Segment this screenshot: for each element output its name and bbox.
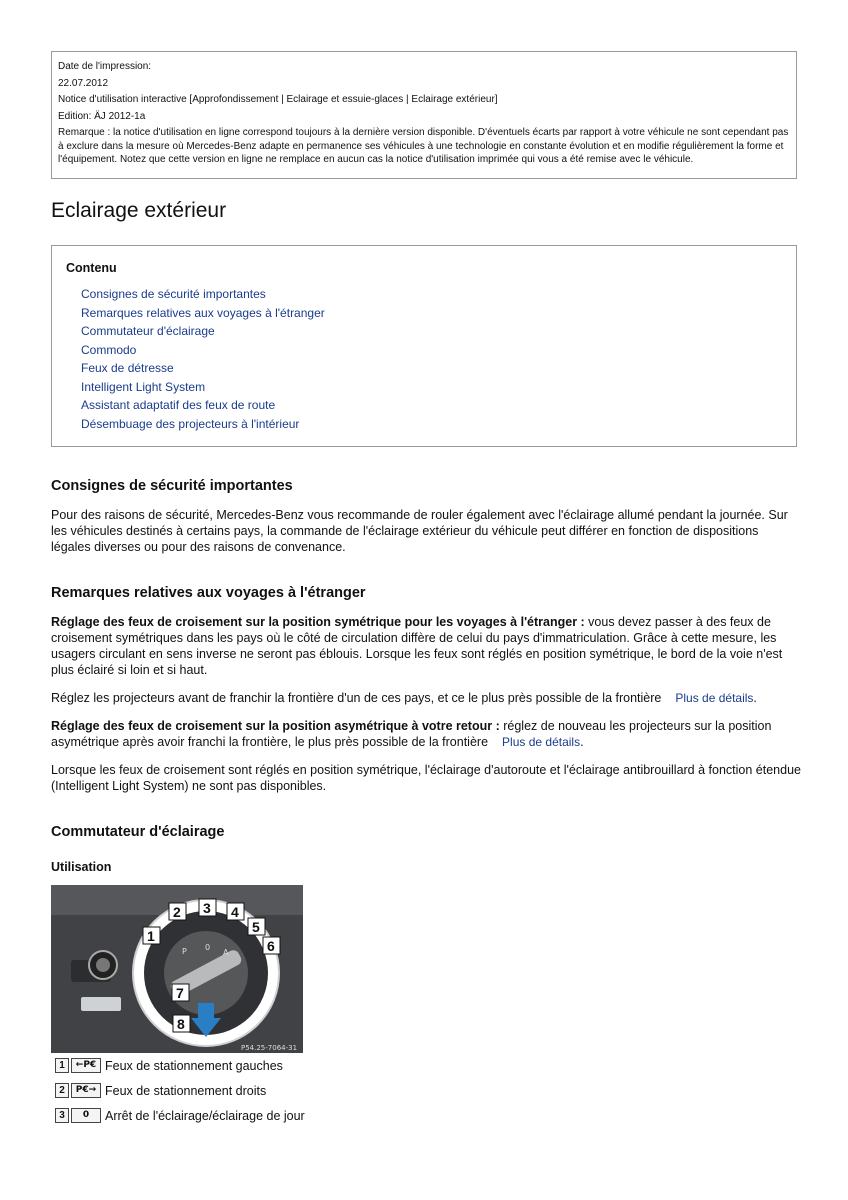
callout-7: 7 bbox=[176, 985, 184, 1001]
paragraph-text: vous devez passer à des feux de croisement symétriques dans les pays où le côté de circulation diffère de celui du pays d'immatriculation. Grâce à cette mesure, les usagers circulant en sens inverse ne seront pas éblouis. Lorsque les feux sont réglés en position symétrique, le bord de la voie n'est plus éclairé si loin et si haut. bbox=[51, 615, 783, 677]
legend-text: Arrêt de l'éclairage/éclairage de jour bbox=[105, 1108, 305, 1123]
section-safety bbox=[51, 478, 801, 555]
callout-1: 1 bbox=[147, 928, 155, 944]
toc-link-commodo[interactable]: Commodo bbox=[81, 342, 137, 357]
legend-row bbox=[55, 1057, 283, 1073]
bold-lead: Réglage des feux de croisement sur la position asymétrique à votre retour : bbox=[51, 719, 500, 733]
print-date: 22.07.2012 bbox=[58, 77, 109, 89]
toc-link-travel[interactable]: Remarques relatives aux voyages à l'étranger bbox=[81, 305, 325, 320]
edition: Edition: ÄJ 2012-1a bbox=[58, 110, 146, 122]
toc-title: Contenu bbox=[66, 261, 117, 275]
travel-paragraph-1 bbox=[51, 614, 801, 678]
print-date-label: Date de l'impression: bbox=[58, 61, 152, 72]
travel-paragraph-3: Réglage des feux de croisement sur la position asymétrique à votre retour : réglez de nouveau les projecteurs sur la position asymétrique après avoir franchi la frontière, le plus près possible de la frontière Plus de détails. bbox=[51, 719, 772, 749]
callout-3: 3 bbox=[203, 900, 211, 916]
toc-link-safety[interactable]: Consignes de sécurité importantes bbox=[81, 287, 266, 301]
dial-label-parking: P bbox=[182, 947, 187, 956]
callout-5: 5 bbox=[252, 919, 260, 935]
toc-link-light-switch[interactable]: Commutateur d'éclairage bbox=[81, 324, 215, 338]
legend-text: Feux de stationnement droits bbox=[105, 1083, 267, 1098]
travel-paragraph-2: Réglez les projecteurs avant de franchir la frontière d'un de ces pays, et ce le plus près possible de la frontière Plus de détails. bbox=[51, 691, 757, 705]
callout-2: 2 bbox=[173, 904, 181, 920]
section-heading: Remarques relatives aux voyages à l'étranger bbox=[51, 585, 366, 601]
page-title: Eclairage extérieur bbox=[51, 199, 227, 222]
manual-path: Notice d'utilisation interactive [Approfondissement | Eclairage et essuie-glaces | Eclairage extérieur] bbox=[58, 94, 498, 105]
section-heading: Consignes de sécurité importantes bbox=[51, 478, 293, 494]
subheading-usage: Utilisation bbox=[51, 860, 112, 874]
callout-6: 6 bbox=[267, 938, 275, 954]
legend-number: 1 bbox=[55, 1058, 69, 1073]
print-info-box bbox=[51, 51, 797, 179]
lights-off-icon: 0 bbox=[71, 1108, 101, 1123]
safety-text: Pour des raisons de sécurité, Mercedes-Benz vous recommande de rouler également avec l'éclairage allumé pendant la journée. Sur les véhicules destinés à certains pays, la commande de l'éclairage extérieur du véhicule peut différer en fonction de dispositions légales diverses ou pour des raisons de convenance. bbox=[51, 508, 788, 554]
travel-paragraph-4: Lorsque les feux de croisement sont réglés en position symétrique, l'éclairage d'autoroute et l'éclairage antibrouillard à fonction étendue (Intelligent Light System) ne sont pas disponibles. bbox=[51, 763, 801, 793]
parking-light-right-icon: P€→ bbox=[71, 1083, 101, 1098]
toc-link-defog[interactable]: Désembuage des projecteurs à l'intérieur bbox=[81, 416, 300, 431]
section-heading: Commutateur d'éclairage bbox=[51, 824, 225, 840]
section-travel bbox=[51, 585, 801, 794]
toc-list bbox=[66, 285, 782, 433]
bold-lead: Réglage des feux de croisement sur la position symétrique pour les voyages à l'étranger : bbox=[51, 615, 585, 629]
parking-light-left-icon: ←P€ bbox=[71, 1058, 101, 1073]
legend-text: Feux de stationnement gauches bbox=[105, 1058, 283, 1073]
callout-4: 4 bbox=[231, 904, 239, 920]
legend-row bbox=[55, 1107, 305, 1123]
remark-text: Remarque : la notice d'utilisation en ligne correspond toujours à la dernière version disponible. D'éventuels écarts par rapport à votre véhicule ne sont cependant pas à exclure dans la mesure où Mercedes-Benz adapte en permanence ses véhicules à une technologie en constante évolution et en modifie régulièrement la forme et l'équipement. Notez que cette version en ligne ne remplace en aucun cas la notice d'utilisation imprimée qui vous a été remise avec le véhicule. bbox=[58, 127, 789, 165]
light-switch-illustration bbox=[51, 885, 303, 1053]
dial-label-off: 0 bbox=[205, 943, 211, 952]
table-of-contents bbox=[51, 245, 797, 447]
toc-link-hazard[interactable]: Feux de détresse bbox=[81, 361, 174, 375]
toc-link-high-beam-assist[interactable]: Assistant adaptatif des feux de route bbox=[81, 398, 276, 412]
dial-label-auto: A bbox=[223, 948, 229, 957]
callout-8: 8 bbox=[177, 1016, 185, 1032]
legend-number: 3 bbox=[55, 1108, 69, 1123]
legend-number: 2 bbox=[55, 1083, 69, 1098]
section-light-switch bbox=[51, 824, 801, 874]
legend-row bbox=[55, 1082, 266, 1098]
details-link[interactable]: Plus de détails bbox=[675, 691, 754, 705]
toc-link-ils[interactable]: Intelligent Light System bbox=[81, 379, 206, 394]
paragraph-text: réglez de nouveau les projecteurs sur la position asymétrique après avoir franchi la frontière, le plus près possible de la frontière bbox=[51, 719, 772, 749]
paragraph-text: Réglez les projecteurs avant de franchir la frontière d'un de ces pays, et ce le plus près possible de la frontière bbox=[51, 691, 662, 705]
light-switch-figure bbox=[51, 885, 303, 1053]
details-link[interactable]: Plus de détails bbox=[502, 735, 581, 749]
figure-code: P54.25-7064-31 bbox=[241, 1044, 298, 1052]
